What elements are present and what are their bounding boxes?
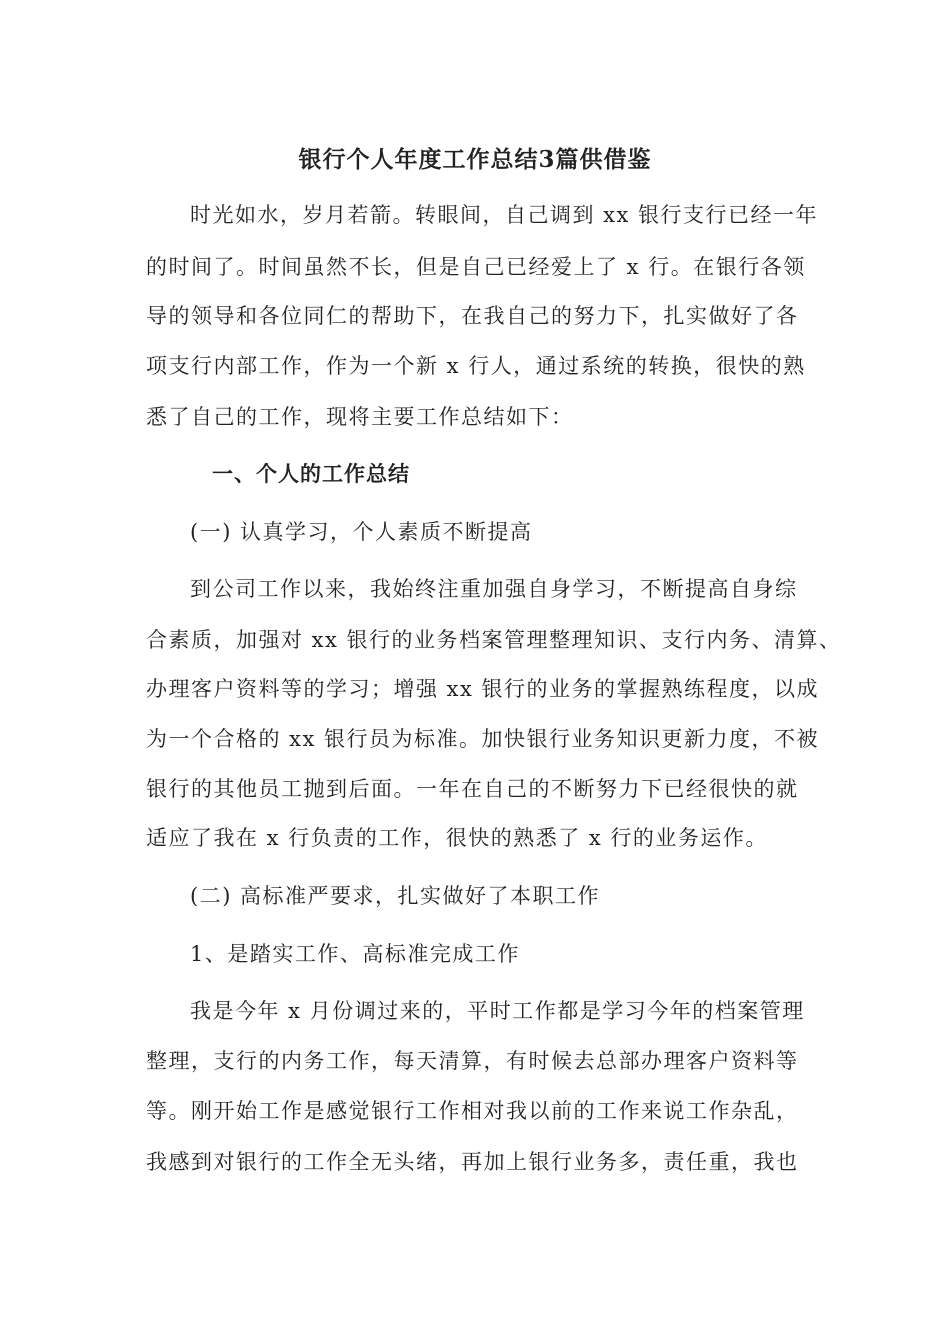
paragraph-line: 我是今年 x 月份调过来的，平时工作都是学习今年的档案管理 [190, 999, 805, 1023]
section-heading: 一、个人的工作总结 [212, 461, 410, 486]
subsection-heading: (一) 认真学习，个人素质不断提高 [190, 520, 533, 544]
paragraph-line: 悉了自己的工作，现将主要工作总结如下： [146, 405, 574, 429]
subsection-heading: (二) 高标准严要求，扎实做好了本职工作 [190, 884, 601, 908]
paragraph-line: 到公司工作以来，我始终注重加强自身学习，不断提高自身综 [190, 577, 798, 601]
item-heading: 1、是踏实工作、高标准完成工作 [190, 942, 520, 966]
paragraph-line: 整理，支行的内务工作，每天清算，有时候去总部办理客户资料等 [146, 1049, 799, 1073]
document-title: 银行个人年度工作总结3篇供借鉴 [298, 146, 652, 173]
paragraph-line: 时光如水，岁月若箭。转眼间，自己调到 xx 银行支行已经一年 [190, 203, 819, 227]
paragraph-line: 等。刚开始工作是感觉银行工作相对我以前的工作来说工作杂乱， [146, 1099, 799, 1123]
paragraph-line: 办理客户资料等的学习；增强 xx 银行的业务的掌握熟练程度，以成 [146, 677, 820, 701]
paragraph-line: 项支行内部工作，作为一个新 x 行人，通过系统的转换，很快的熟 [146, 354, 806, 378]
paragraph-line: 适应了我在 x 行负责的工作，很快的熟悉了 x 行的业务运作。 [146, 826, 768, 850]
paragraph-line: 导的领导和各位同仁的帮助下，在我自己的努力下，扎实做好了各 [146, 304, 799, 328]
paragraph-line: 银行的其他员工抛到后面。一年在自己的不断努力下已经很快的就 [146, 777, 799, 801]
paragraph-line: 合素质，加强对 xx 银行的业务档案管理整理知识、支行内务、清算、 [146, 628, 842, 652]
paragraph-line: 我感到对银行的工作全无头绪，再加上银行业务多，责任重，我也 [146, 1150, 799, 1174]
paragraph-line: 的时间了。时间虽然不长，但是自己已经爱上了 x 行。在银行各领 [146, 255, 806, 279]
paragraph-line: 为一个合格的 xx 银行员为标准。加快银行业务知识更新力度，不被 [146, 727, 820, 751]
